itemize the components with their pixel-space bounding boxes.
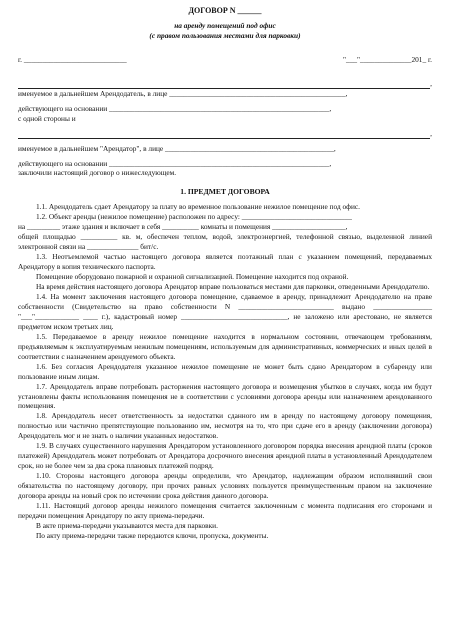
- doc-subtitle-2: (с правом пользования местами для парковки): [149, 30, 301, 40]
- clause-1-10: 1.10. Стороны настоящего договора аренды определили, что Арендатор, надлежащим образом исполнявший свои обязательства по настоящему договору, при прочих равных условиях пользуется преимущественным правом на заключение договора аренды на новый срок по истечении срока действия данного договора.: [18, 471, 432, 501]
- clause-1-1: 1.1. Арендодатель сдает Арендатору за плату во временное пользование нежилое помещение под офис.: [36, 202, 360, 212]
- party1-name-line: [18, 79, 432, 89]
- clause-1-3: 1.3. Неотъемлемой частью настоящего договора является поэтажный план с указанием помещений, передаваемых Арендатору в копия технического паспорта.: [18, 252, 432, 272]
- section-heading: 1. ПРЕДМЕТ ДОГОВОРА: [180, 187, 270, 197]
- clause-1-3-parking: На время действия настоящего договора Арендатор вправе пользоваться местами для парковки, отведенными Арендодателю.: [36, 282, 430, 292]
- doc-title: ДОГОВОР N ______: [188, 6, 262, 15]
- blank-line: [18, 130, 430, 139]
- comma: ,: [430, 128, 432, 138]
- clause-1-5: 1.5. Передаваемое в аренду нежилое помещение находится в нормальном состоянии, отвечающем требованиям, предъявляемым к эксплуатируемым нежилым помещениям, используемым для административных, коммерческих и иных целей в соответствии с назначением арендуемого объекта.: [18, 331, 432, 361]
- clause-1-11: 1.11. Настоящий договор аренды нежилого помещения считается заключенным с момента подписания его сторонами и передачи помещения Арендатору по акту приема-передачи.: [18, 500, 432, 520]
- clause-1-3-alarm: Помещение оборудовано пожарной и охранной сигнализацией. Помещение находится под охраной.: [36, 272, 349, 282]
- doc-subtitle-1: на аренду помещений под офис: [174, 20, 276, 30]
- clause-1-4: 1.4. На момент заключения настоящего договора помещение, сдаваемое в аренду, принадлежит Арендодателю на праве собственности (Свидетельство на право собственности N __________________________ выдано ________________ "___"____________ ____ г.), кадастровый номер _____________________________, не заложено или арестовано, не является предметом иском третьих лиц.: [18, 291, 432, 331]
- clause-1-6: 1.6. Без согласия Арендодателя указанное нежилое помещение не может быть сдано Арендатором в субаренду или пользование иным лицам.: [18, 361, 432, 381]
- clause-1-2-floor: на _________ этаже здания и включает в себя __________ комнаты и помещения ____________________,: [18, 222, 348, 232]
- concluded-clause: заключили настоящий договор о нижеследующем.: [18, 168, 177, 178]
- blank-line: [18, 80, 430, 89]
- clause-1-9: 1.9. В случаях существенного нарушения Арендатором установленного договором порядка внесения арендной платы (сроков платежей) Арендодатель может потребовать от Арендатора досрочного внесения арендной платы в установленный Арендодателем срок, но не более чем за два срока плановых платежей подряд.: [18, 441, 432, 471]
- landlord-clause: именуемое в дальнейшем Арендодатель, в лице ________________________________________________,: [18, 88, 348, 98]
- date-field: "___"______________201_ г.: [343, 54, 432, 64]
- clause-1-2-address: 1.2. Объект аренды (нежилое помещение) расположен по адресу: ______________________________: [36, 212, 352, 222]
- comma: ,: [430, 78, 432, 88]
- clause-1-7: 1.7. Арендодатель вправе потребовать расторжения настоящего договора и возмещения убытков в случаях, когда им будут установлены факты использования помещения не в соответствии с условиями договора аренды или назначением арендованного помещения.: [18, 381, 432, 411]
- landlord-basis: действующего на основании ____________________________________________________________,: [18, 103, 332, 113]
- tenant-basis: действующего на основании ____________________________________________________________,: [18, 158, 332, 168]
- clause-1-11-keys: По акту приема-передачи также передаются ключи, пропуска, документы.: [36, 530, 269, 540]
- clause-1-11-parking: В акте приема-передачи указываются места для парковки.: [36, 520, 218, 530]
- city-field: г. ____________________________: [18, 54, 127, 64]
- clause-1-2-area: общей площадью __________ кв. м, обеспечен теплом, водой, электроэнергией, телефонной связью, выделенной линией электронной связи на ______________ бит/с.: [18, 232, 432, 252]
- city-date-row: [18, 55, 432, 65]
- side-one: с одной стороны и: [18, 113, 76, 123]
- party2-name-line: [18, 129, 432, 139]
- tenant-clause: именуемое в дальнейшем "Арендатор", в лице ______________________________________________,: [18, 143, 336, 153]
- clause-1-8: 1.8. Арендодатель несет ответственность за недостатки сданного им в аренду по настоящему договору помещения, полностью или частично препятствующие пользованию им, несмотря на то, что при сдаче его в аренду (заключении договора) Арендодатель мог и не знать о наличии указанных недостатков.: [18, 411, 432, 441]
